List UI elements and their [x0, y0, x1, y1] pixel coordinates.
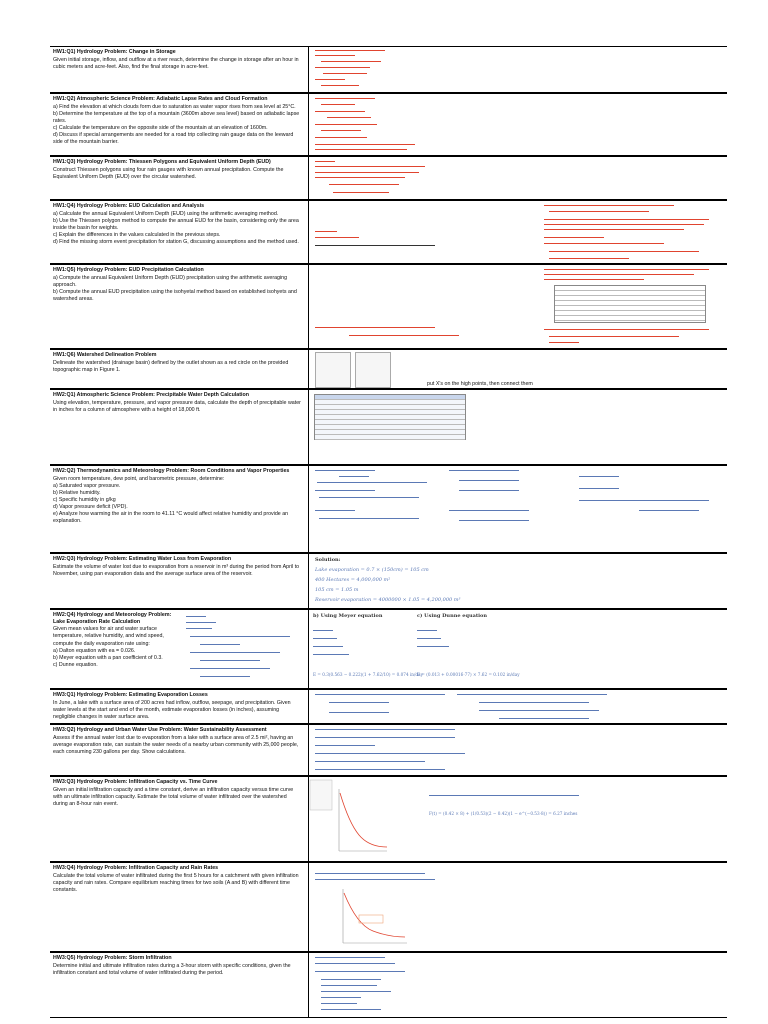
question-cell	[50, 265, 306, 348]
question-cell	[50, 690, 306, 723]
problem-text: c) Specific humidity in g/kg	[53, 497, 116, 504]
problem-row	[50, 465, 727, 553]
problem-text: Construct Thiessen polygons using four rain gauges with known annual precipitation. Compute the Equivalent Uniform Depth (EUD) over the circular watershed.	[53, 166, 284, 180]
solution-line: 400 Hectares = 4,000,000 m²	[315, 577, 391, 583]
section-header: c) Using Dunne equation	[417, 613, 487, 619]
solution-result: Reservoir evaporation = 4000000 × 1.05 = 4,200,000 m³	[315, 597, 461, 603]
problem-text: a) Find the elevation at which clouds form due to saturation as water vapor rises from sea level at 25°C.	[53, 103, 296, 110]
problem-row	[50, 93, 727, 156]
problem-text: d) Vapor pressure deficit (VPD).	[53, 504, 128, 511]
problem-row	[50, 264, 727, 349]
question-cell	[50, 201, 306, 263]
answer-cell	[308, 157, 727, 199]
solution-label: Solution:	[315, 557, 341, 563]
problem-row	[50, 724, 727, 776]
problem-text: e) Analyze how warming the air in the room to 41.11 °C would affect relative humidity and provide an explanation.	[53, 511, 289, 525]
problem-text: a) Compute the annual Equivalent Uniform Depth (EUD) precipitation using the arithmetic averaging approach.	[53, 274, 288, 288]
section-header: b) Using Meyer equation	[313, 613, 383, 619]
answer-cell	[308, 466, 727, 552]
question-cell	[50, 953, 306, 1017]
topographic-map-image	[315, 352, 351, 388]
problem-text: d) Find the missing storm event precipitation for station G, discussing assumptions and the method used.	[53, 239, 299, 246]
problem-text: Given mean values for air and water surface temperature, relative humidity, and wind speed, compute the daily evaporation rate using:	[53, 626, 164, 647]
question-cell	[50, 94, 306, 155]
question-cell	[50, 157, 306, 199]
problem-title: HW1:Q5) Hydrology Problem: EUD Precipitation Calculation	[53, 267, 204, 273]
question-cell	[50, 610, 306, 688]
data-table	[314, 394, 466, 440]
solution-line: 105 cm = 1.05 m	[315, 587, 359, 593]
solution-result: F(t) = (0.42 × 8) + (1/0.53)(2 − 0.42)(1 − e^(−0.53·8)) = 6.27 inches	[429, 811, 578, 816]
problem-text: b) Relative humidity.	[53, 489, 101, 496]
problem-text: c) Dunne equation.	[53, 661, 98, 668]
problem-text: b) Use the Thiessen polygon method to compute the annual EUD for the basin, considering only the area inside the basin for weights.	[53, 217, 299, 231]
problem-text: a) Saturated vapor pressure.	[53, 482, 121, 489]
answer-cell	[308, 94, 727, 155]
problem-row	[50, 776, 727, 862]
answer-cell	[308, 554, 727, 608]
problem-row	[50, 609, 727, 689]
answer-cell	[308, 777, 727, 861]
problem-row	[50, 389, 727, 465]
answer-cell	[308, 610, 727, 688]
answer-cell	[308, 863, 727, 951]
isohyet-table	[554, 285, 706, 323]
answer-cell	[308, 725, 727, 775]
problem-text: a) Calculate the annual Equivalent Uniform Depth (EUD) using the arithmetic averaging method.	[53, 210, 279, 217]
problem-row	[50, 553, 727, 609]
question-cell	[50, 47, 306, 92]
problem-title: HW3:Q5) Hydrology Problem: Storm Infiltration	[53, 955, 172, 961]
answer-cell	[308, 350, 727, 388]
problem-title: HW1:Q4) Hydrology Problem: EUD Calculation and Analysis	[53, 203, 205, 209]
problem-title: HW1:Q6) Watershed Delineation Problem	[53, 352, 157, 358]
question-cell	[50, 863, 306, 951]
problem-text: b) Determine the temperature at the top of a mountain (3600m above sea level) based on adiabatic lapse rates.	[53, 110, 300, 124]
problem-row	[50, 862, 727, 952]
worksheet-grid	[50, 46, 727, 1018]
problem-text: Calculate the total volume of water infiltrated during the first 5 hours for a catchment with given infiltration capacity and rain rates. Compare equilibrium reaching times for two soils (A and B) with different time constants.	[53, 872, 299, 893]
problem-title: HW2:Q1) Atmospheric Science Problem: Precipitable Water Depth Calculation	[53, 392, 249, 398]
question-cell	[50, 390, 306, 464]
problem-title: HW3:Q2) Hydrology and Urban Water Use Problem: Water Sustainability Assessment	[53, 727, 267, 733]
problem-row	[50, 200, 727, 264]
watershed-delineation-image	[355, 352, 391, 388]
answer-note: put X's on the high points, then connect them	[427, 381, 533, 387]
problem-text: Given initial storage, inflow, and outflow at a river reach, determine the change in storage after an hour in cubic meters and acre-feet. Also, find the final storage in acre-feet.	[53, 56, 299, 70]
problem-text: Using elevation, temperature, pressure, and vapor pressure data, calculate the depth of precipitable water in inches for a column of atmosphere with a height of 18,000 ft.	[53, 399, 301, 413]
problem-text: In June, a lake with a surface area of 200 acres had inflow, outflow, seepage, and precipitation. Given water levels at the start and end of the month, estimate evaporation losses (in inches), assuming negligible changes in water surface area.	[53, 699, 291, 720]
problem-title: HW1:Q1) Hydrology Problem: Change in Storage	[53, 49, 176, 55]
problem-text: Assess if the annual water lost due to evaporation from a lake with a surface area of 2.5 mi², having an average evaporation rate, can sustain the water needs of a nearby urban community with 25,000 people, each consuming 230 gallons per day. Show calculations.	[53, 734, 299, 755]
problem-row	[50, 46, 727, 93]
problem-text: a) Dalton equation with ea = 0.026.	[53, 647, 136, 654]
problem-row	[50, 349, 727, 389]
problem-text: c) Calculate the temperature on the opposite side of the mountain at an elevation of 1600m.	[53, 125, 268, 132]
problem-text: c) Explain the differences in the values calculated in the previous steps.	[53, 232, 221, 239]
problem-text: Determine initial and ultimate infiltration rates during a 3-hour storm with specific conditions, given the infiltration constant and total volume of water infiltrated during the period.	[53, 962, 291, 976]
problem-text: Estimate the volume of water lost due to evaporation from a reservoir in m³ during the period from April to November, using pan evaporation data and the average surface area of the reservoir.	[53, 563, 300, 577]
problem-title: HW2:Q3) Hydrology Problem: Estimating Water Loss from Evaporation	[53, 556, 232, 562]
question-cell	[50, 554, 306, 608]
problem-text: Delineate the watershed (drainage basin) defined by the outlet shown as a red circle on the provided topographic map in Figure 1.	[53, 359, 289, 373]
problem-text: b) Meyer equation with a pan coefficient of 0.3.	[53, 654, 163, 661]
problem-title: HW2:Q4) Hydrology and Meteorology Problem: Lake Evaporation Rate Calculation	[53, 612, 172, 625]
problem-text: Given room temperature, dew point, and barometric pressure, determine:	[53, 475, 225, 482]
problem-text: d) Discuss if special arrangements are needed for a road trip collecting rain gauge data on the leeward side of the mountain barrier.	[53, 132, 294, 146]
question-cell	[50, 725, 306, 775]
problem-row	[50, 156, 727, 200]
problem-row	[50, 952, 727, 1018]
rain-rate-plot	[339, 885, 409, 947]
problem-title: HW2:Q2) Thermodynamics and Meteorology Problem: Room Conditions and Vapor Properties	[53, 468, 290, 474]
question-cell	[50, 350, 306, 388]
problem-title: HW3:Q1) Hydrology Problem: Estimating Evaporation Losses	[53, 692, 208, 698]
answer-cell	[308, 390, 727, 464]
problem-title: HW3:Q3) Hydrology Problem: Infiltration Capacity vs. Time Curve	[53, 779, 218, 785]
question-cell	[50, 777, 306, 861]
solution-result: E = 0.3(0.563 − 0.222)(1 + 7.62/10) = 0.074 in/day	[313, 672, 423, 677]
problem-title: HW3:Q4) Hydrology Problem: Infiltration Capacity and Rain Rates	[53, 865, 219, 871]
answer-cell	[308, 265, 727, 348]
problem-text: b) Compute the annual EUD precipitation using the isohyetal method based on established isohyets and watershed areas.	[53, 288, 297, 303]
problem-text: Given an initial infiltration capacity and a time constant, derive an infiltration capacity versus time curve with an ultimate infiltration capacity. Estimate the total volume of water infiltrated over the watershed during an 8-hour rain event.	[53, 786, 294, 807]
question-cell	[50, 466, 306, 552]
answer-cell	[308, 953, 727, 1017]
answer-cell	[308, 201, 727, 263]
infiltration-curve-plot	[309, 779, 389, 861]
solution-line: Lake evaporation = 0.7 × (150cm) = 105 cm	[315, 567, 429, 573]
solution-result: E = (0.013 + 0.00016·77) × 7.62 = 0.102 in/day	[417, 672, 520, 677]
answer-cell	[308, 47, 727, 92]
problem-title: HW1:Q2) Atmospheric Science Problem: Adiabatic Lapse Rates and Cloud Formation	[53, 96, 268, 102]
answer-cell	[308, 690, 727, 723]
problem-title: HW1:Q3) Hydrology Problem: Thiessen Polygons and Equivalent Uniform Depth (EUD)	[53, 159, 271, 165]
problem-row	[50, 689, 727, 724]
